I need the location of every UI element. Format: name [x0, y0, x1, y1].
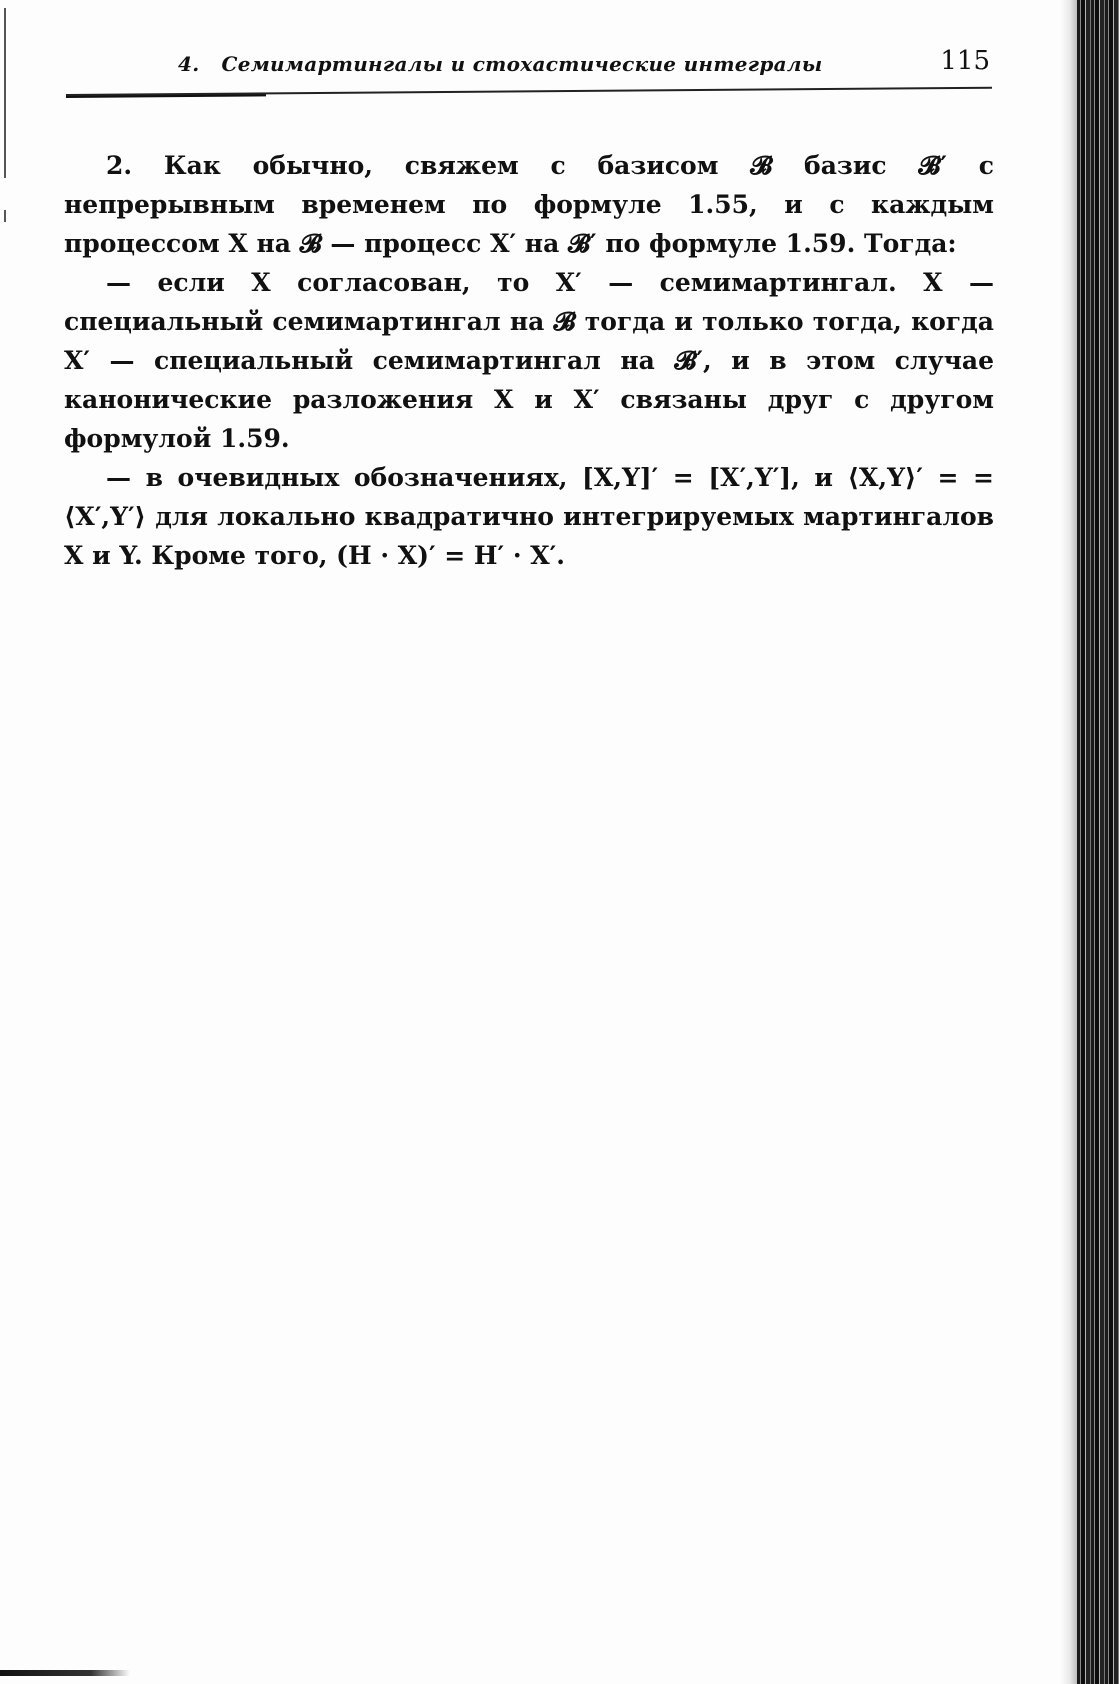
scan-bottom-mark — [0, 1670, 130, 1676]
binding-shadow — [1059, 0, 1077, 1684]
paragraph: 2. Как обычно, свяжем с базисом 𝓑 базис 𝓑′ с непрерывным временем по формуле 1.55, и с каждым процессом X на 𝓑 — процесс X′ на 𝓑′ по формуле 1.59. Тогда: — [64, 151, 994, 258]
running-header — [178, 46, 990, 84]
scan-margin-mark — [4, 210, 6, 222]
chapter-number: 4. — [178, 52, 200, 76]
running-head — [178, 52, 823, 76]
paragraph: — в очевидных обозначениях, [X,Y]′ = [X′,Y′], и ⟨X,Y⟩′ = = ⟨X′,Y′⟩ для локально квадратично интегрируемых мартингалов X и Y. Кроме того, (H · X)′ = H′ · X′. — [64, 463, 994, 570]
paragraph: — если X согласован, то X′ — семимартингал. X — специальный семимартингал на 𝓑 тогда и только тогда, когда X′ — специальный семимартингал на 𝓑′, и в этом случае канонические разложения X и X′ связаны друг с другом формулой 1.59. — [64, 268, 994, 453]
scan-margin-mark — [4, 8, 6, 178]
book-binding — [1077, 0, 1119, 1684]
chapter-title: Семимартингалы и стохастические интегралы — [221, 52, 823, 76]
body-text — [64, 146, 994, 575]
header-rule — [66, 87, 992, 96]
page-number: 115 — [940, 46, 990, 76]
